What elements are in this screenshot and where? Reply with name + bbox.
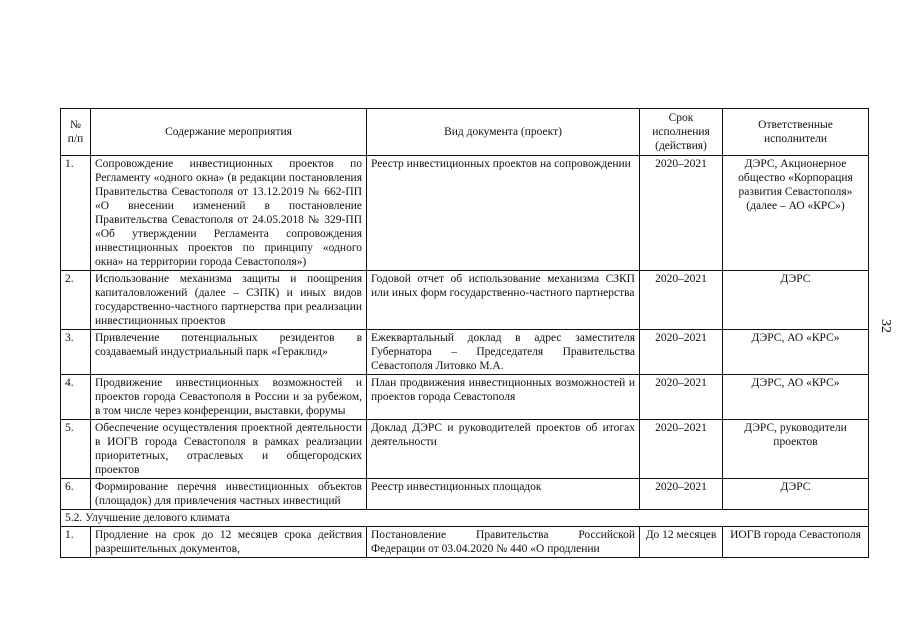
section-title: 5.2. Улучшение делового климата [61,510,869,527]
cell-period: До 12 месяцев [640,527,723,558]
cell-period: 2020–2021 [640,156,723,271]
table-row [61,156,869,271]
cell-exec: ДЭРС, АО «КРС» [723,375,869,420]
cell-doc: План продвижения инвестиционных возможностей и проектов города Севастополя [367,375,640,420]
cell-period: 2020–2021 [640,271,723,330]
header-content: Содержание мероприятия [91,109,367,156]
page-number: 32 [878,319,893,333]
cell-period: 2020–2021 [640,479,723,510]
table-row [61,420,869,479]
cell-period: 2020–2021 [640,420,723,479]
cell-content: Продвижение инвестиционных возможностей и проектов города Севастополя в России и за рубежом, в том числе через конференции, выставки, форумы [91,375,367,420]
cell-doc: Реестр инвестиционных площадок [367,479,640,510]
cell-doc: Постановление Правительства Российской Федерации от 03.04.2020 № 440 «О продлении [367,527,640,558]
cell-doc: Ежеквартальный доклад в адрес заместителя Губернатора – Председателя Правительства Севастополя Литовко М.А. [367,330,640,375]
cell-exec: ДЭРС [723,479,869,510]
table-row [61,375,869,420]
cell-content: Обеспечение осуществления проектной деятельности в ИОГВ города Севастополя в рамках реализации приоритетных, отраслевых и общегородских проектов [91,420,367,479]
cell-period: 2020–2021 [640,375,723,420]
cell-num: 1. [61,527,91,558]
cell-num: 6. [61,479,91,510]
section-row [61,510,869,527]
table-row [61,330,869,375]
header-num: № п/п [61,109,91,156]
table-row [61,271,869,330]
header-period: Срок исполнения (действия) [640,109,723,156]
cell-exec: ДЭРС, АО «КРС» [723,330,869,375]
cell-content: Формирование перечня инвестиционных объектов (площадок) для привлечения частных инвестиций [91,479,367,510]
cell-doc: Годовой отчет об использование механизма СЗКП или иных форм государственно-частного партнерства [367,271,640,330]
cell-doc: Реестр инвестиционных проектов на сопровождении [367,156,640,271]
table-row [61,479,869,510]
cell-content: Использование механизма защиты и поощрения капиталовложений (далее – СЗПК) и иных видов государственно-частного партнерства при реализации инвестиционных проектов [91,271,367,330]
cell-content: Привлечение потенциальных резидентов в создаваемый индустриальный парк «Гераклид» [91,330,367,375]
cell-num: 5. [61,420,91,479]
cell-exec: ДЭРС, руководители проектов [723,420,869,479]
measures-table [60,108,869,558]
cell-num: 1. [61,156,91,271]
table-row [61,527,869,558]
cell-content: Продление на срок до 12 месяцев срока действия разрешительных документов, [91,527,367,558]
cell-num: 2. [61,271,91,330]
header-exec: Ответственные исполнители [723,109,869,156]
header-doc: Вид документа (проект) [367,109,640,156]
cell-exec: ДЭРС [723,271,869,330]
cell-doc: Доклад ДЭРС и руководителей проектов об итогах деятельности [367,420,640,479]
table-header-row [61,109,869,156]
cell-exec: ИОГВ города Севастополя [723,527,869,558]
cell-content: Сопровождение инвестиционных проектов по Регламенту «одного окна» (в редакции постановления Правительства Севастополя от 13.12.2019 № 662-ПП «О внесении изменений в постановление Правительства Севастополя от 24.05.2018 № 329-ПП «Об утверждении Регламента сопровождения инвестиционных проектов по принципу «одного окна» на территории города Севастополя») [91,156,367,271]
cell-num: 3. [61,330,91,375]
cell-num: 4. [61,375,91,420]
cell-period: 2020–2021 [640,330,723,375]
cell-exec: ДЭРС, Акционерное общество «Корпорация развития Севастополя» (далее – АО «КРС») [723,156,869,271]
